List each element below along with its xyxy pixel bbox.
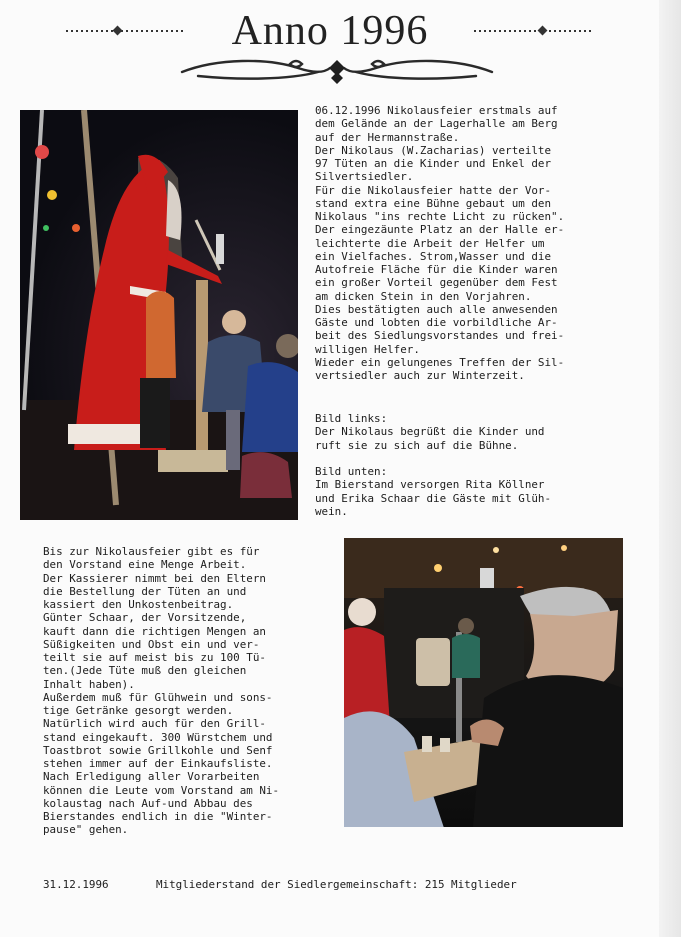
header [60, 4, 600, 54]
main-article-text: 06.12.1996 Nikolausfeier erstmals auf dem Gelände an der Lagerhalle am Berg auf der Hermannstraße. Der Nikolaus (W.Zacharias) verteilte 97 Tüten an die Kinder und Enkel der Silvertsiedler. Für die Nikolausfeier hatte der Vor- stand extra eine Bühne gebaut um den Nikolaus "ins rechte Licht zu rücken". Der eingezäunte Platz an der Halle er- leichterte die Arbeit der Helfer um ein Vielfaches. Strom,Wasser und die Autofreie Fläche für die Kinder waren ein großer Vorteil gegenüber dem Fest am dicken Stein in den Vorjahren. Dies bestätigten auch alle anwesenden Gäste und lobten die vorbildliche Ar- beit des Siedlungsvorstandes und frei- willigen Helfer. Wieder ein gelungenes Treffen der Sil- vertsiedler auch zur Winterzeit. [315, 104, 565, 382]
flourish-ornament [178, 54, 496, 84]
footer-date: 31.12.1996 [43, 878, 109, 891]
photo-beer-stand [344, 538, 623, 827]
caption-lower-photo: Bild unten: Im Bierstand versorgen Rita Köllner und Erika Schaar die Gäste mit Glüh- wein. [315, 465, 552, 518]
preparation-text: Bis zur Nikolausfeier gibt es für den Vorstand eine Menge Arbeit. Der Kassierer nimmt bei den Eltern die Bestellung der Tüten an und kassiert den Unkostenbeitrag. Günter Schaar, der Vorsitzende, kauft dann die richtigen Mengen an Süßigkeiten und Obst ein und ver- teilt sie auf meist bis zu 100 Tü- ten.(Jede Tüte muß den gleichen Inhalt haben). Außerdem muß für Glühwein und sons- tige Getränke gesorgt werden. Natürlich wird auch für den Grill- stand eingekauft. 300 Würstchem und Toastbrot sowie Grillkohle und Senf stehen immer auf der Einkaufsliste. Nach Erledigung aller Vorarbeiten können die Leute vom Vorstand am Ni- kolaustag nach Auf-und Abbau des Bierstandes endlich in die "Winter- pause" gehen. [43, 545, 280, 837]
page-right-edge [659, 0, 681, 937]
dotted-rule-right [474, 30, 594, 32]
caption-left-photo: Bild links: Der Nikolaus begrüßt die Kinder und ruft sie zu sich auf die Bühne. [315, 412, 545, 452]
footer-membership: Mitgliederstand der Siedlergemeinschaft: 215 Mitglieder [156, 878, 517, 891]
photo-nikolaus-stage [20, 110, 298, 520]
page-title: Anno 1996 [231, 8, 429, 54]
